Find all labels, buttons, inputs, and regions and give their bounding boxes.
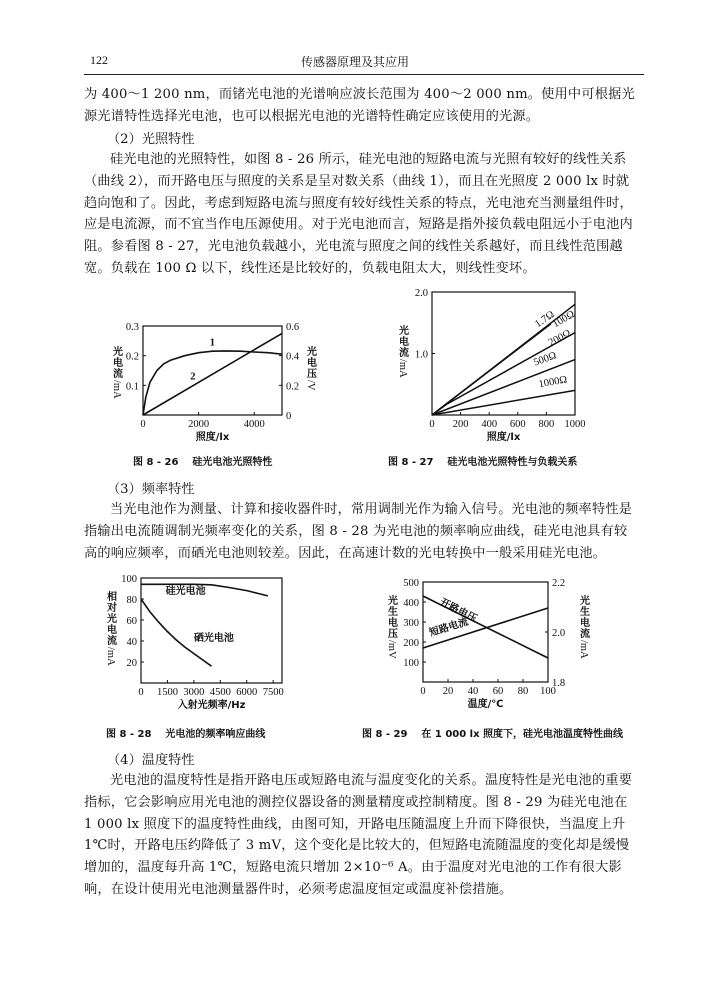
svg-text:流: 流 (580, 629, 590, 640)
y-right-tick-label: 0.2 (286, 381, 300, 393)
figure-caption-8-27: 图 8 - 27 硅光电池光照特性与负载关系 (388, 457, 578, 468)
y-left-tick-label: 500 (403, 578, 419, 589)
svg-text:/mA: /mA (578, 640, 589, 659)
svg-text:电: 电 (580, 618, 590, 629)
svg-text:光: 光 (388, 596, 398, 607)
x-tick-label: 800 (538, 419, 555, 430)
running-title: 传感器原理及其应用 (300, 55, 409, 69)
header-divider (84, 74, 644, 75)
svg-text:/mA: /mA (111, 380, 122, 399)
svg-text:电: 电 (107, 625, 117, 636)
svg-text:/V: /V (305, 380, 316, 391)
y-right-axis-title (578, 594, 590, 659)
figure-caption-8-26: 图 8 - 26 硅光电池光照特性 (133, 457, 273, 468)
y-right-tick-label: 0.4 (286, 351, 300, 363)
x-axis-title: 照度/lx (195, 432, 230, 443)
x-tick-label: 40 (467, 686, 479, 697)
paragraph-frequency: 当光电池作为测量、计算和接收器件时，常用调制光作为输入信号。光电池的频率特性是指输出电流随调制光频率变化的关系，图 8 - 28 为光电池的频率响应曲线，硅光电池具有较高的响应频率，而硒光电池则较差。因此，在高速计数的光电转换中一般采用硅光电池。 (84, 502, 633, 561)
x-tick-label: 200 (452, 419, 469, 430)
x-tick-label: 3000 (183, 687, 205, 698)
svg-text:电: 电 (113, 358, 123, 369)
svg-text:光: 光 (113, 347, 123, 358)
svg-text:/mV: /mV (386, 640, 397, 659)
y-left-tick-label: 0.1 (125, 381, 139, 393)
svg-text:生: 生 (580, 607, 590, 618)
svg-text:电: 电 (307, 358, 317, 369)
section-heading-illumination: （2）光照特性 (107, 132, 195, 147)
svg-text:光: 光 (399, 326, 409, 337)
x-tick-label: 600 (509, 419, 526, 430)
series-line (423, 608, 548, 648)
curve-label: 开路电压 (437, 596, 479, 625)
y-left-tick-label: 0.2 (125, 351, 139, 363)
curve-label: 2 (190, 371, 196, 383)
series-label: 100Ω (550, 308, 577, 331)
y-right-tick-label: 2.0 (552, 628, 566, 639)
x-tick-label: 80 (517, 686, 529, 697)
x-axis-title: 入射光频率/Hz (177, 700, 246, 711)
curve-label: 硒光电池 (193, 633, 234, 644)
y-left-axis-title (111, 345, 123, 399)
svg-text:光: 光 (580, 596, 590, 607)
y-left-tick-label: 100 (403, 658, 419, 669)
y-tick-label: 1.0 (414, 349, 428, 361)
series-line (432, 333, 575, 415)
paragraph-spectral-continued: 为 400～1 200 nm，而锗光电池的光谱响应波长范围为 400～2 000 nm。使用中可根据光源光谱特性选择光电池，也可以根据光电池的光谱特性确定应该使用的光源。 (84, 87, 635, 124)
x-tick-label: 0 (429, 419, 435, 430)
y-right-tick-label: 0 (286, 411, 292, 422)
svg-text:电: 电 (388, 618, 398, 629)
series-label: 1000Ω (537, 374, 569, 391)
svg-text:光: 光 (307, 347, 317, 358)
y-axis-title (397, 324, 409, 378)
figure-caption-8-28: 图 8 - 28 光电池的频率响应曲线 (106, 729, 266, 740)
x-tick-label: 20 (442, 686, 454, 697)
series-line (432, 360, 575, 415)
y-tick-label: 80 (126, 595, 137, 606)
series-line (141, 584, 268, 596)
x-tick-label: 100 (540, 686, 556, 697)
y-tick-label: 100 (121, 574, 137, 585)
svg-text:对: 对 (107, 603, 117, 614)
curve-label: 1 (209, 337, 215, 349)
plot-frame (141, 578, 282, 683)
y-left-tick-label: 0.3 (125, 322, 139, 333)
x-tick-label: 400 (481, 419, 498, 430)
y-left-tick-label: 300 (403, 618, 419, 629)
series-label: 200Ω (546, 327, 573, 349)
series-line-2 (143, 333, 282, 415)
y-right-axis-title (305, 345, 317, 391)
svg-text:/mA: /mA (397, 359, 408, 378)
svg-text:相: 相 (107, 592, 117, 603)
svg-text:流: 流 (113, 369, 123, 380)
y-left-axis-title (386, 594, 398, 659)
x-axis-title: 温度/℃ (467, 699, 504, 710)
series-line-1 (143, 351, 282, 415)
x-axis-title: 照度/lx (486, 432, 521, 443)
series-label: 1.7Ω (533, 309, 557, 331)
figure-caption-8-29: 图 8 - 29 在 1 000 lx 照度下，硅光电池温度特性曲线 (362, 729, 624, 740)
svg-text:流: 流 (399, 348, 409, 359)
curve-label: 硅光电池 (165, 585, 206, 597)
series-line (432, 324, 551, 415)
svg-text:流: 流 (107, 636, 117, 647)
paragraph-illumination: 硅光电池的光照特性，如图 8 - 26 所示，硅光电池的短路电流与光照有较好的线性关系（曲线 2），而开路电压与照度的关系是呈对数关系（曲线 1），而且在光照度 2 000 lx 时就趋向饱和了。因此，考虑到短路电流与照度有较好线性关系的特点，光电池充当测量组件时，应是电流源，而不宜当作电压源使用。对于光电池而言，短路是指外接负载电阻远小于电池内阻。参看图 8 - 27，光电池负载越小，光电流与照度之间的线性关系越好，而且线性范围越宽。负载在 100 Ω 以下，线性还是比较好的，负载电阻太大，则线性变坏。 (84, 152, 633, 276)
y-right-tick-label: 2.2 (552, 578, 566, 589)
page-number: 122 (90, 53, 108, 67)
x-tick-label: 1000 (564, 419, 586, 430)
x-tick-label: 0 (140, 419, 146, 430)
x-tick-label: 4500 (209, 687, 231, 698)
y-tick-label: 20 (126, 658, 137, 669)
curve-label: 短路电流 (428, 616, 470, 639)
y-tick-label: 60 (126, 616, 137, 627)
y-left-tick-label: 200 (403, 638, 419, 649)
series-label: 500Ω (532, 350, 559, 369)
series-line (432, 304, 575, 415)
plot-frame (432, 292, 575, 415)
svg-text:电: 电 (399, 337, 409, 348)
x-tick-label: 2000 (188, 419, 210, 430)
section-heading-temperature: （4）温度特性 (107, 753, 195, 768)
section-heading-frequency: （3）频率特性 (107, 482, 195, 497)
x-tick-label: 7500 (262, 687, 284, 698)
plot-frame (143, 326, 282, 415)
plot-frame (423, 582, 548, 682)
svg-text:/mA: /mA (105, 647, 116, 666)
series-line (432, 390, 575, 415)
paragraph-temperature: 光电池的温度特性是指开路电压或短路电流与温度变化的关系。温度特性是光电池的重要指标，它会影响应用光电池的测控仪器设备的测量精度或控制精度。图 8 - 29 为硅光电池在 1 000 lx 照度下的温度特性曲线，由图可知，开路电压随温度上升而下降很快，当温度上升 1℃时，开路电压约降低了 3 mV，这个变化是比较大的，但短路电流随温度的变化却是缓慢增加的，温度每升高 1℃，短路电流只增加 2×10⁻⁶ A。由于温度对光电池的工作有很大影响，在设计使用光电池测量器件时，必须考虑温度恒定或温度补偿措施。 (84, 773, 633, 897)
y-axis-title (105, 590, 117, 666)
x-tick-label: 4000 (243, 419, 265, 430)
x-tick-label: 0 (138, 687, 144, 698)
series-line (423, 596, 548, 658)
svg-text:光: 光 (107, 614, 117, 625)
svg-text:生: 生 (388, 607, 398, 618)
series-line (141, 599, 212, 666)
x-tick-label: 60 (492, 686, 504, 697)
y-right-tick-label: 0.6 (286, 322, 300, 333)
y-right-tick-label: 1.8 (552, 678, 566, 689)
x-tick-label: 6000 (236, 687, 258, 698)
y-tick-label: 40 (126, 637, 137, 648)
svg-text:压: 压 (388, 629, 398, 640)
y-left-tick-label: 400 (403, 598, 419, 609)
svg-text:压: 压 (307, 369, 317, 380)
x-tick-label: 0 (420, 686, 426, 697)
x-tick-label: 1500 (156, 687, 178, 698)
y-tick-label: 2.0 (414, 288, 428, 299)
